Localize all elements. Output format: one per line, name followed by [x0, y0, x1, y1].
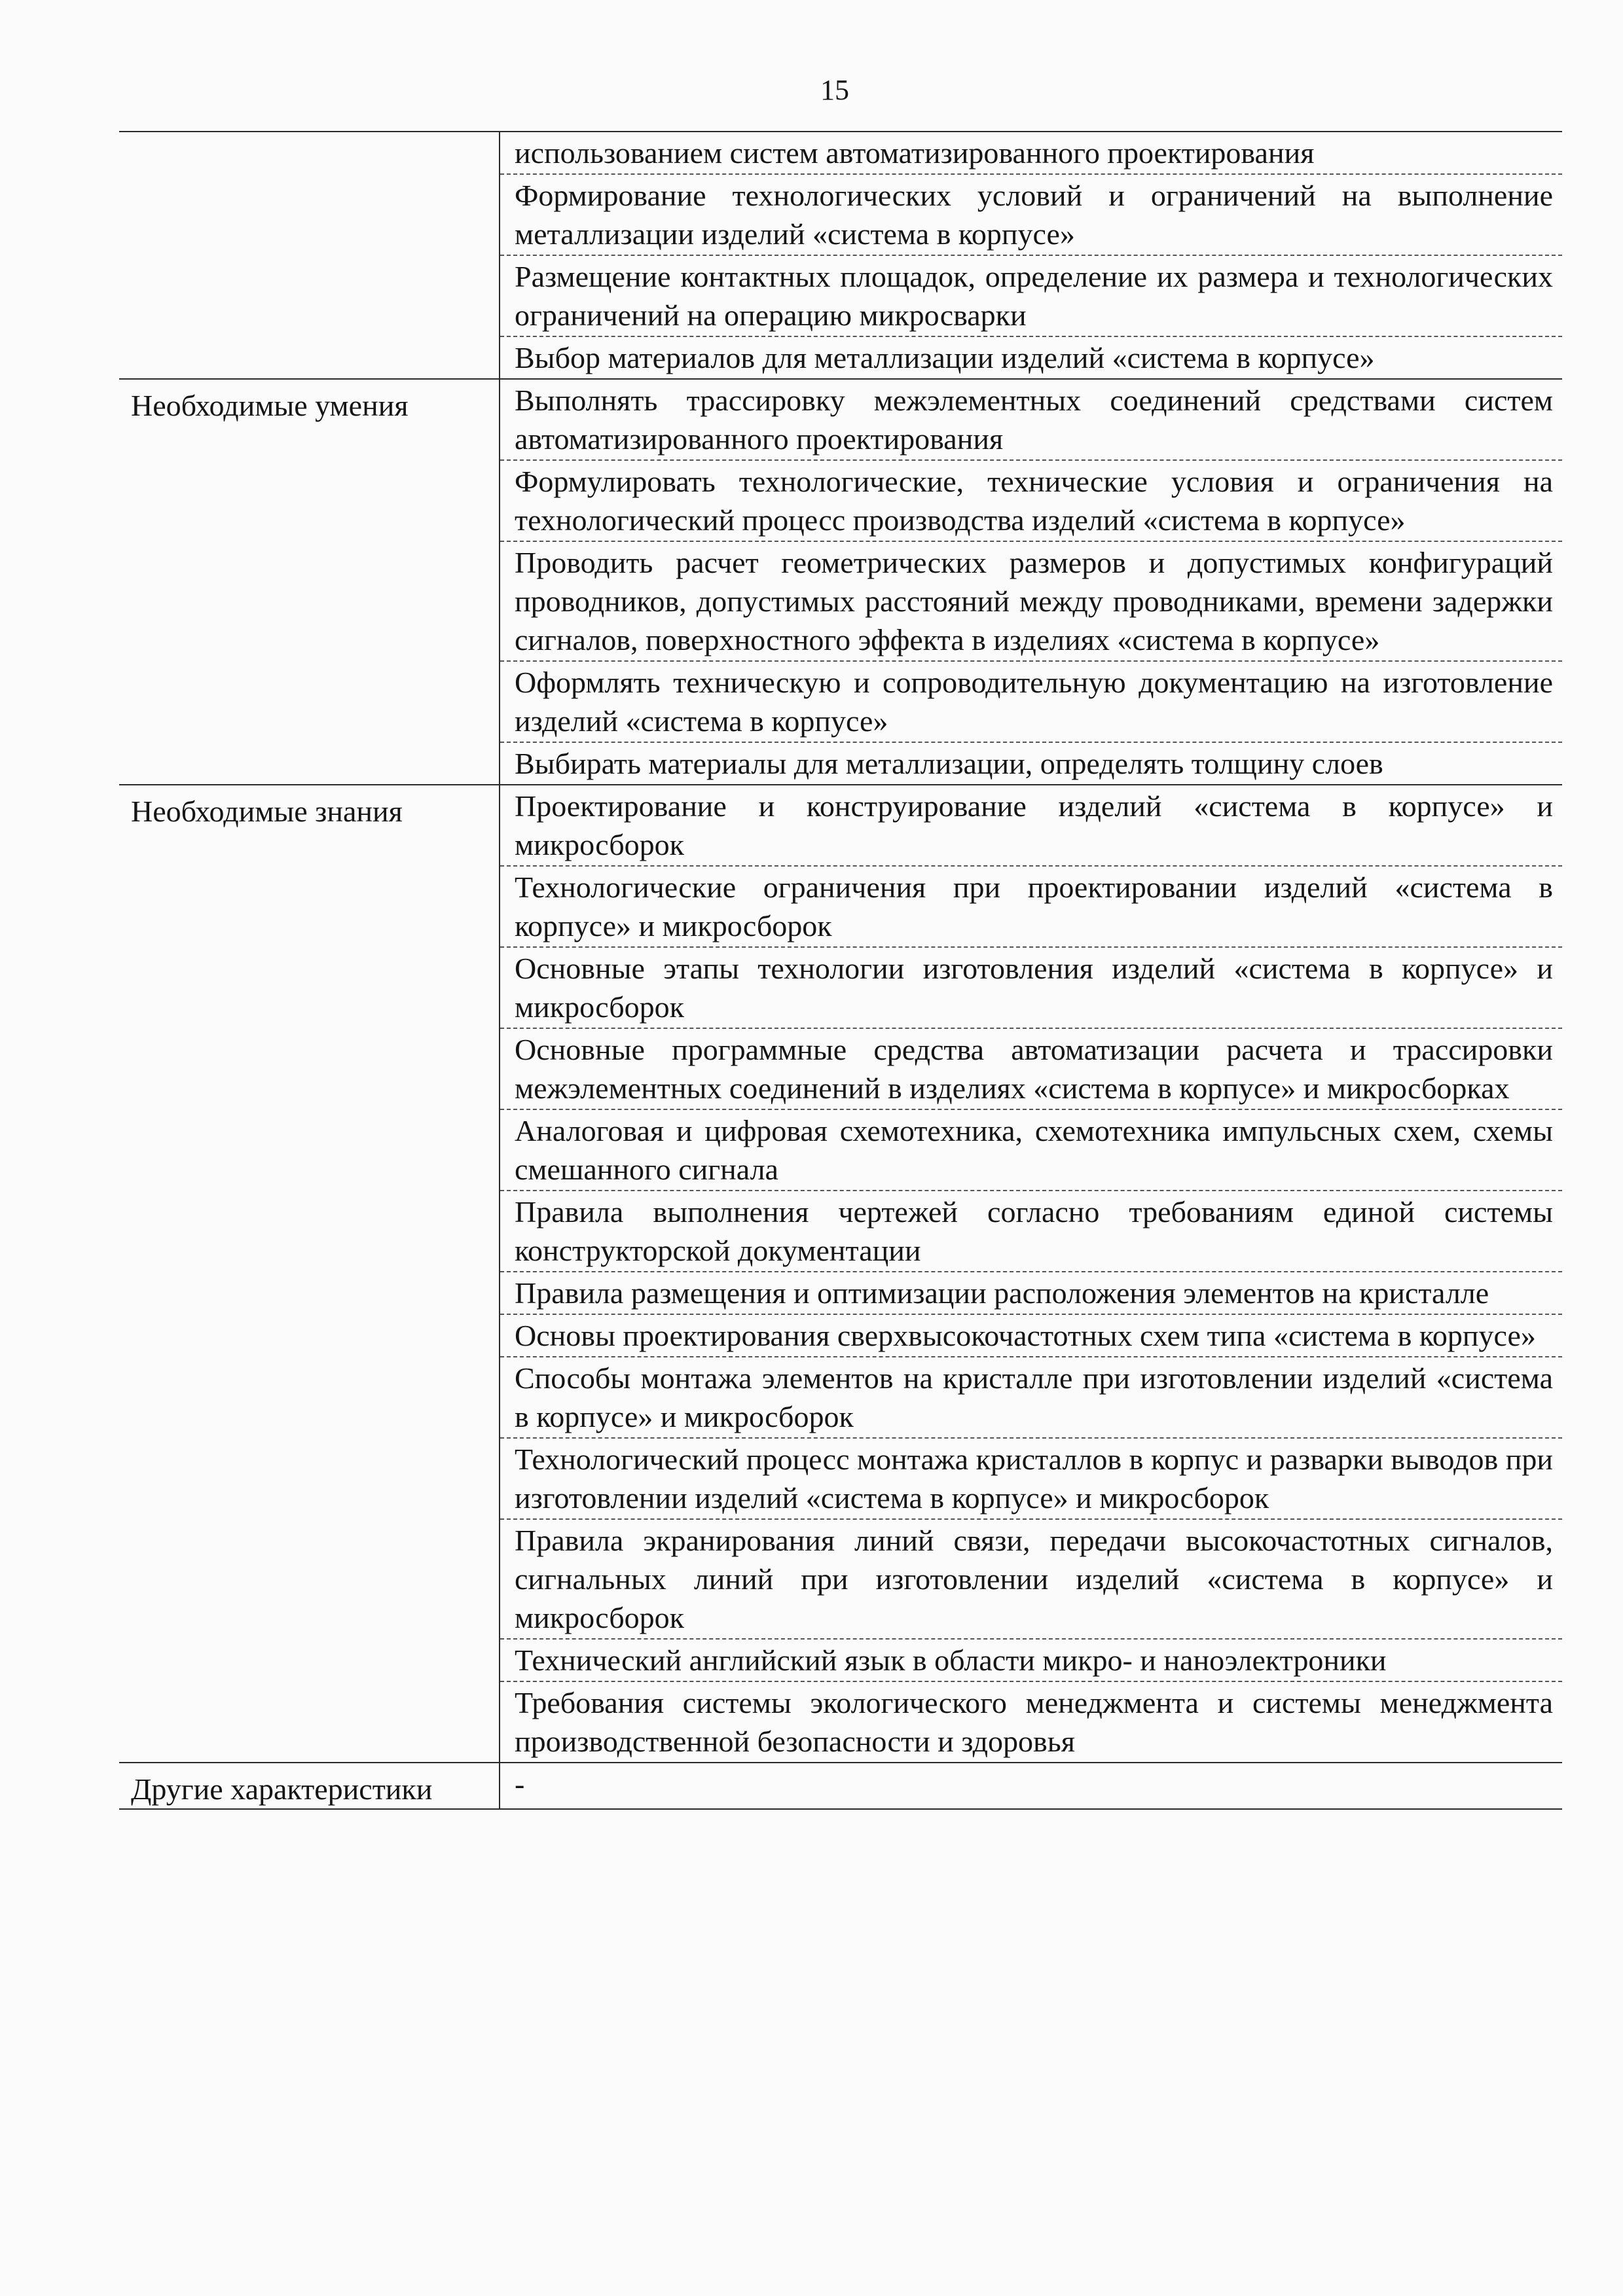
- list-item: Основные программные средства автоматизации расчета и трассировки межэлементных соединений в изделиях «система в корпусе» и микросборках: [500, 1029, 1562, 1110]
- list-item: Оформлять техническую и сопроводительную документацию на изготовление изделий «система в корпусе»: [500, 662, 1562, 743]
- table-row-knowledge: [119, 785, 1562, 1763]
- content-cell: [500, 132, 1562, 379]
- table-row-skills: [119, 379, 1562, 785]
- list-item: Формирование технологических условий и ограничений на выполнение металлизации изделий «система в корпусе»: [500, 175, 1562, 256]
- list-item: использованием систем автоматизированного проектирования: [500, 132, 1562, 175]
- table-row-other: [119, 1763, 1562, 1809]
- row-label: Необходимые умения: [131, 389, 409, 422]
- content-cell: [500, 379, 1562, 785]
- label-cell: [119, 379, 500, 785]
- label-cell: [119, 785, 500, 1763]
- row-label: Необходимые знания: [131, 795, 403, 828]
- label-cell: [119, 132, 500, 379]
- list-item: Выбирать материалы для металлизации, определять толщину слоев: [515, 747, 1383, 780]
- list-item: Правила экранирования линий связи, передачи высокочастотных сигналов, сигнальных линий при изготовлении изделий «система в корпусе» и микросборок: [500, 1520, 1562, 1640]
- list-item: Технический английский язык в области микро- и наноэлектроники: [500, 1640, 1562, 1682]
- list-item: Проектирование и конструирование изделий «система в корпусе» и микросборок: [500, 785, 1562, 867]
- professional-requirements-table: [119, 131, 1562, 1810]
- list-item: Основные этапы технологии изготовления изделий «система в корпусе» и микросборок: [500, 948, 1562, 1029]
- list-item: Проводить расчет геометрических размеров и допустимых конфигураций проводников, допустимых расстояний между проводниками, времени задержки сигналов, поверхностного эффекта в изделиях «система в корпусе»: [500, 542, 1562, 662]
- list-item: Технологические ограничения при проектировании изделий «система в корпусе» и микросборок: [500, 867, 1562, 948]
- list-item: Способы монтажа элементов на кристалле при изготовлении изделий «система в корпусе» и микросборок: [500, 1357, 1562, 1439]
- table-row-continuation: [119, 132, 1562, 379]
- row-label: Другие характеристики: [131, 1772, 433, 1806]
- list-item: Размещение контактных площадок, определение их размера и технологических ограничений на операцию микросварки: [500, 256, 1562, 337]
- label-cell: [119, 1763, 500, 1809]
- row-label: [119, 132, 499, 139]
- content-cell: [500, 1763, 1562, 1809]
- page-number: 15: [820, 74, 849, 106]
- list-item: Выбор материалов для металлизации изделий «система в корпусе»: [515, 341, 1375, 374]
- list-item: -: [515, 1767, 525, 1801]
- content-cell: [500, 785, 1562, 1763]
- list-item: Технологический процесс монтажа кристаллов в корпус и разварки выводов при изготовлении изделий «система в корпусе» и микросборок: [500, 1439, 1562, 1520]
- list-item: Правила выполнения чертежей согласно требованиям единой системы конструкторской документации: [500, 1191, 1562, 1272]
- list-item: Аналоговая и цифровая схемотехника, схемотехника импульсных схем, схемы смешанного сигнала: [500, 1110, 1562, 1191]
- list-item: Выполнять трассировку межэлементных соединений средствами систем автоматизированного проектирования: [500, 380, 1562, 461]
- list-item: Основы проектирования сверхвысокочастотных схем типа «система в корпусе»: [500, 1315, 1562, 1357]
- list-item: Требования системы экологического менеджмента и системы менеджмента производственной безопасности и здоровья: [515, 1686, 1553, 1758]
- list-item: Формулировать технологические, технические условия и ограничения на технологический процесс производства изделий «система в корпусе»: [500, 461, 1562, 542]
- list-item: Правила размещения и оптимизации расположения элементов на кристалле: [500, 1272, 1562, 1315]
